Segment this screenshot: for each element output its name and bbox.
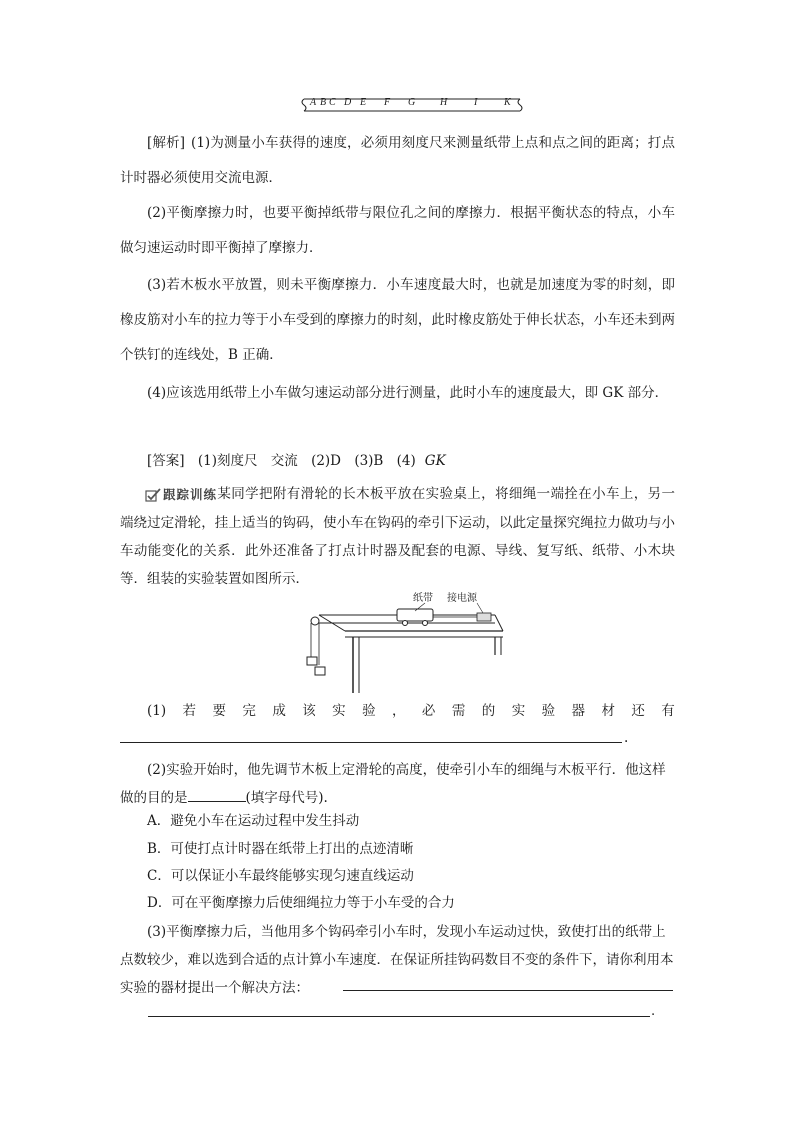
q2-answer-blank[interactable] <box>188 787 246 802</box>
answer-4: GK <box>424 453 446 469</box>
training-badge-text: 跟踪训练 <box>163 486 218 502</box>
answer-line <box>147 450 455 472</box>
q2-text-a: (2)实验开始时，他先调节木板上定滑轮的高度，使牵引小车的细绳与木板平行．他这样做的目的是 <box>120 762 666 806</box>
paper-tape-figure <box>298 96 528 114</box>
figure-label-tape: 纸带 <box>413 593 433 604</box>
q1-char: 实 <box>511 703 526 719</box>
option-a: A．避免小车在运动过程中发生抖动 <box>147 813 360 829</box>
question-1 <box>147 700 675 722</box>
q1-char: (1) <box>147 703 167 719</box>
analysis-label: [解析] <box>147 135 186 151</box>
q3-answer-line-1[interactable] <box>343 990 673 991</box>
answer-1b: 交流 <box>270 453 298 469</box>
tape-letter-a: A <box>310 97 317 108</box>
q1-char: 的 <box>481 703 496 719</box>
analysis-paragraph-1 <box>120 126 675 196</box>
analysis-paragraph-3: (3)若木板水平放置，则未平衡摩擦力．小车速度最大时，也就是加速度为零的时刻，即橡皮筋对小车的拉力等于小车受到的摩擦力的时刻，此时橡皮筋处于伸长状态，小车还未到两个铁钉的连线处，B 正确． <box>120 277 675 363</box>
option-b: B．可使打点计时器在纸带上打出的点迹清晰 <box>147 841 414 857</box>
q1-char: 还 <box>631 703 645 719</box>
training-badge <box>145 481 217 509</box>
q1-char: 有 <box>661 703 675 719</box>
q1-char: 实 <box>332 703 346 719</box>
q1-char: 需 <box>451 703 466 719</box>
q1-char: ， <box>392 703 406 719</box>
q3-end-period: . <box>651 1004 656 1019</box>
option-c: C．可以保证小车最终能够实现匀速直线运动 <box>147 868 414 884</box>
q2-text-b: (填字母代号). <box>245 790 328 806</box>
apparatus-figure <box>305 585 505 695</box>
q1-char: 完 <box>242 703 256 719</box>
tape-letter-g: G <box>408 97 416 108</box>
answer-4-prefix: (4) <box>396 453 416 469</box>
q1-char: 必 <box>421 703 436 719</box>
tape-letter-b: B <box>320 97 327 108</box>
question-3: (3)平衡摩擦力后，当他用多个钩码牵引小车时，发现小车运动过快，致使打出的纸带上点数较少，难以选到合适的点计算小车速度．在保证所挂钩码数目不变的条件下，请你利用本实验的器材提出一个解决方法： <box>120 924 674 996</box>
tape-letter-d: D <box>344 97 352 108</box>
check-icon <box>145 488 161 502</box>
tape-letter-f: F <box>384 97 391 108</box>
answer-label: [答案] <box>147 453 185 469</box>
q1-end-period: . <box>624 730 629 746</box>
tape-letter-e: E <box>360 97 367 108</box>
q1-char: 材 <box>601 703 615 719</box>
q1-char: 验 <box>362 703 376 719</box>
tape-letter-i: I <box>474 97 478 108</box>
q1-char: 要 <box>212 703 226 719</box>
analysis-paragraph-2: (2)平衡摩擦力时，也要平衡掉纸带与限位孔之间的摩擦力．根据平衡状态的特点，小车做匀速运动时即平衡掉了摩擦力． <box>120 205 675 256</box>
question-2 <box>120 756 675 812</box>
figure-label-power: 接电源 <box>447 593 477 604</box>
training-text: 某同学把附有滑轮的长木板平放在实验桌上，将细绳一端拴在小车上，另一端绕过定滑轮，挂上适当的钩码，使小车在钩码的牵引下运动，以此定量探究绳拉力做功与小车动能变化的关系．此外还准备了打点计时器及配套的电源、导线、复写纸、纸带、小木块等．组装的实验装置如图所示． <box>120 486 675 587</box>
tape-letter-k: K <box>504 97 511 108</box>
analysis-paragraph-4: (4)应该选用纸带上小车做匀速运动部分进行测量，此时小车的速度最大，即 GK 部分． <box>147 385 669 401</box>
training-block <box>120 480 675 593</box>
q1-answer-line[interactable] <box>120 742 622 743</box>
answer-2: (2)D <box>311 453 342 469</box>
answer-1: (1)刻度尺 <box>197 453 258 469</box>
q1-char: 验 <box>541 703 556 719</box>
q3-answer-line-2[interactable] <box>148 1016 650 1017</box>
option-d: D．可在平衡摩擦力后使细绳拉力等于小车受的合力 <box>147 895 455 911</box>
tape-letter-h: H <box>440 97 448 108</box>
q1-char: 若 <box>182 703 197 719</box>
q1-char: 该 <box>302 703 316 719</box>
q1-char: 成 <box>272 703 286 719</box>
q1-char: 器 <box>571 703 586 719</box>
analysis-text-1: (1)为测量小车获得的速度，必须用刻度尺来测量纸带上点和点之间的距离；打点计时器必须使用交流电源． <box>120 135 675 186</box>
tape-letter-c: C <box>329 97 336 108</box>
answer-3: (3)B <box>354 453 384 469</box>
